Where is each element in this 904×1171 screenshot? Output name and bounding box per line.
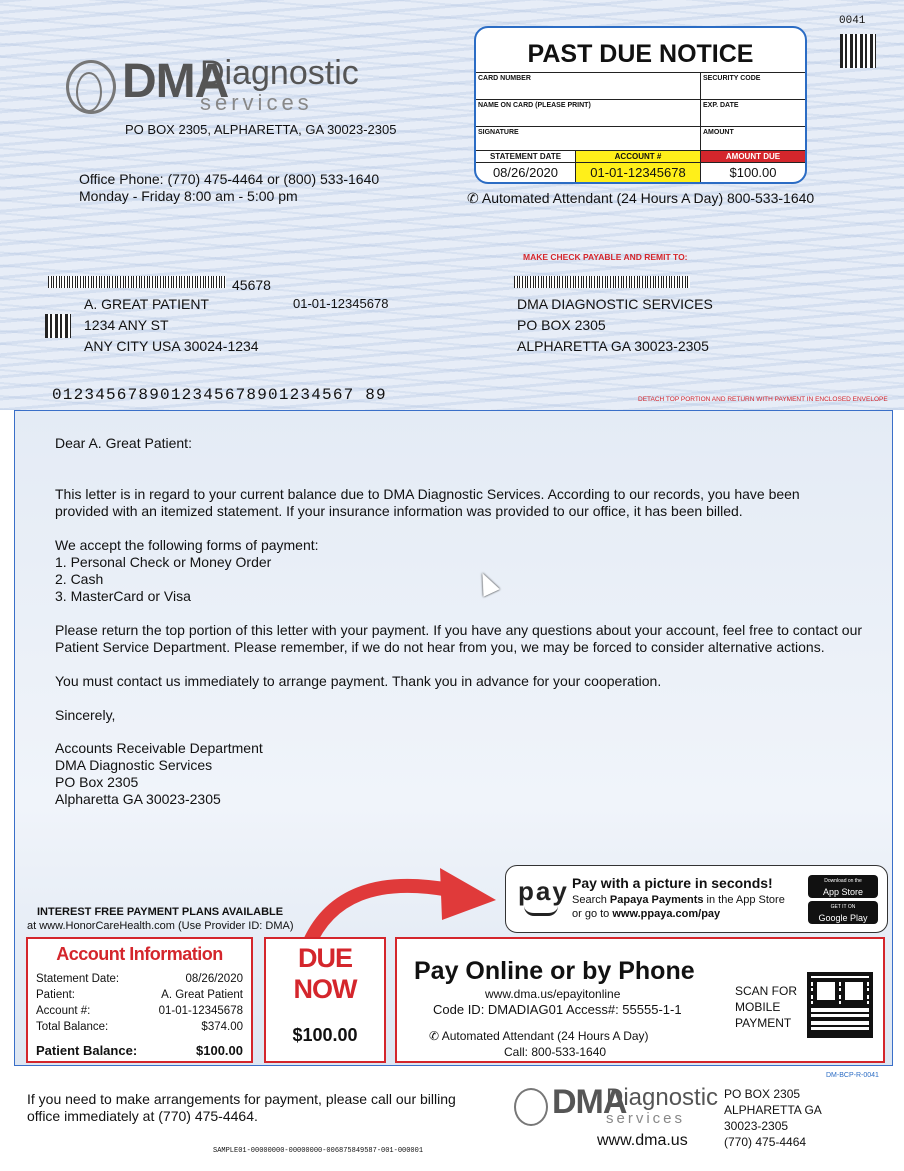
dma-logo-footer [512, 1083, 722, 1132]
papaya-headline: Pay with a picture in seconds! [572, 875, 773, 891]
security-code-field[interactable]: SECURITY CODE [703, 75, 761, 82]
scan-label-1: SCAN FOR [735, 984, 798, 998]
statement-date-value: 08/26/2020 [492, 165, 559, 180]
papaya-smile-icon [524, 906, 558, 916]
account-number-label: ACCOUNT # [576, 151, 700, 163]
account-number-value: 01-01-12345678 [590, 165, 686, 180]
footer-website[interactable]: www.dma.us [597, 1132, 688, 1149]
patient-street: 1234 ANY ST [84, 317, 169, 333]
pay-online-title: Pay Online or by Phone [414, 957, 695, 985]
office-hours: Monday - Friday 8:00 am - 5:00 pm [79, 188, 298, 204]
app-store-button[interactable]: Download on the App Store [808, 875, 878, 898]
name-on-card-field[interactable]: NAME ON CARD (PLEASE PRINT) [476, 100, 701, 126]
automated-attendant-top: ✆ Automated Attendant (24 Hours A Day) 800-533-1640 [467, 190, 815, 206]
letter-payment-intro: We accept the following forms of payment: [55, 537, 319, 553]
detach-instruction: DETACH TOP PORTION AND RETURN WITH PAYMENT IN ENCLOSED ENVELOPE [638, 396, 888, 403]
payment-option-1: 1. Personal Check or Money Order [55, 554, 272, 570]
past-due-title: PAST DUE NOTICE [527, 40, 754, 68]
papaya-line-1: Search Papaya Payments in the App Store [572, 894, 785, 906]
letter-closing: Sincerely, [55, 707, 116, 723]
pay-online-box [395, 937, 885, 1063]
remit-box: PO BOX 2305 [517, 317, 606, 333]
payment-option-3: 3. MasterCard or Visa [55, 588, 191, 604]
due-now-amount: $100.00 [292, 1025, 358, 1045]
patient-datamatrix [45, 314, 71, 338]
payment-plans-sub: at www.HonorCareHealth.com (Use Provider ID: DMA) [27, 920, 294, 932]
header-address: PO BOX 2305, ALPHARETTA, GA 30023-2305 [125, 122, 397, 137]
signature-dept: Accounts Receivable Department [55, 740, 263, 756]
pay-online-url[interactable]: www.dma.us/epayitonline [485, 987, 621, 1001]
signature-city: Alpharetta GA 30023-2305 [55, 791, 221, 807]
signature-field[interactable]: SIGNATURE [476, 127, 701, 153]
payment-option-2: 2. Cash [55, 571, 104, 587]
info-row-total-balance: Total Balance: $374.00 [36, 1021, 243, 1033]
info-row-patient: Patient: A. Great Patient [36, 989, 243, 1001]
due-now-box [264, 937, 386, 1063]
form-code: 0041 [839, 15, 866, 27]
papaya-payments-panel[interactable] [505, 865, 888, 933]
patient-account: 01-01-12345678 [293, 296, 389, 311]
papaya-logo: pay [518, 876, 569, 906]
logo-services-text: services [606, 1110, 686, 1127]
ocr-scan-line: 0123456789012345678901234567 89 [52, 386, 387, 404]
mobile-payment-qr-code[interactable] [807, 972, 873, 1038]
card-number-field[interactable]: CARD NUMBER [476, 73, 701, 99]
logo-dma-text: DMA [122, 55, 229, 108]
letter-paragraph-1: This letter is in regard to your current balance due to DMA Diagnostic Services. According to our records, you have been provided with an itemized statement. If your insurance information was provided to our office, it has been billed. [55, 486, 800, 519]
signature-box: PO Box 2305 [55, 774, 139, 790]
exp-date-field[interactable]: EXP. DATE [703, 102, 739, 109]
scan-label-3: PAYMENT [735, 1016, 792, 1030]
logo-diagnostic-text: Diagnostic [606, 1084, 719, 1111]
form-id: DM-BCP-R-0041 [826, 1072, 879, 1079]
amount-due-value: $100.00 [729, 165, 777, 180]
amount-field[interactable]: AMOUNT [703, 129, 734, 136]
patient-city: ANY CITY USA 30024-1234 [84, 338, 259, 354]
dma-logo [64, 56, 374, 120]
pay-online-code: Code ID: DMADIAG01 Access#: 55555-1-1 [433, 1002, 682, 1017]
patient-barcode-number: 45678 [232, 277, 271, 293]
logo-diagnostic-text: Diagnostic [200, 54, 359, 92]
footer-address-1: PO BOX 2305 [724, 1087, 801, 1101]
remit-label: MAKE CHECK PAYABLE AND REMIT TO: [523, 252, 688, 262]
datamatrix-code [840, 34, 876, 68]
logo-swirl-icon [514, 1088, 548, 1126]
due-now-title: DUE NOW [293, 943, 357, 1004]
logo-dma-text: DMA [552, 1083, 627, 1121]
info-row-account: Account #: 01-01-12345678 [36, 1005, 243, 1017]
info-row-statement-date: Statement Date: 08/26/2020 [36, 973, 243, 985]
remit-city: ALPHARETTA GA 30023-2305 [517, 338, 709, 354]
account-info-title: Account Information [56, 944, 223, 964]
footer-address-3: 30023-2305 [724, 1119, 789, 1133]
footer-note: If you need to make arrangements for payment, please call our billing office immediately at (770) 475-4464. [27, 1091, 456, 1124]
google-play-button[interactable]: GET IT ON Google Play [808, 901, 878, 924]
sample-code: SAMPLE01-00000000-00000000-006875849587-001-000001 [213, 1147, 424, 1155]
letter-paragraph-3: Please return the top portion of this letter with your payment. If you have any questions about your account, feel free to contact our Patient Service Department. Please remember, if we do not hear from you, we may be forced to consider alternative actions. [55, 622, 863, 655]
footer-phone: (770) 475-4464 [724, 1135, 807, 1149]
patient-name: A. GREAT PATIENT [84, 296, 209, 312]
account-information-box [26, 937, 253, 1063]
remit-name: DMA DIAGNOSTIC SERVICES [517, 296, 713, 312]
pay-online-attendant: ✆ Automated Attendant (24 Hours A Day) [429, 1029, 649, 1043]
logo-services-text: services [200, 90, 313, 115]
past-due-notice-box [474, 26, 807, 184]
info-row-patient-balance: Patient Balance: $100.00 [36, 1043, 243, 1058]
payment-plans-title: INTEREST FREE PAYMENT PLANS AVAILABLE [37, 906, 284, 918]
scan-label-2: MOBILE [735, 1000, 781, 1014]
logo-swirl-inner-icon [76, 72, 102, 112]
office-phone: Office Phone: (770) 475-4464 or (800) 533-1640 [79, 171, 380, 187]
statement-date-label: STATEMENT DATE [476, 151, 575, 163]
papaya-link[interactable]: www.ppaya.com/pay [612, 908, 721, 920]
pay-online-call: Call: 800-533-1640 [504, 1045, 607, 1059]
papaya-line-2: or go to www.ppaya.com/pay [572, 908, 721, 920]
letter-greeting: Dear A. Great Patient: [55, 435, 192, 451]
postal-barcode-remit [514, 276, 690, 288]
footer-address-2: ALPHARETTA GA [724, 1103, 822, 1117]
postal-barcode-patient [48, 276, 226, 288]
phone-icon: ✆ [467, 190, 482, 206]
signature-company: DMA Diagnostic Services [55, 757, 213, 773]
amount-due-label: AMOUNT DUE [701, 151, 805, 163]
letter-paragraph-4: You must contact us immediately to arrange payment. Thank you in advance for your cooperation. [55, 673, 662, 689]
phone-icon: ✆ [429, 1029, 442, 1043]
